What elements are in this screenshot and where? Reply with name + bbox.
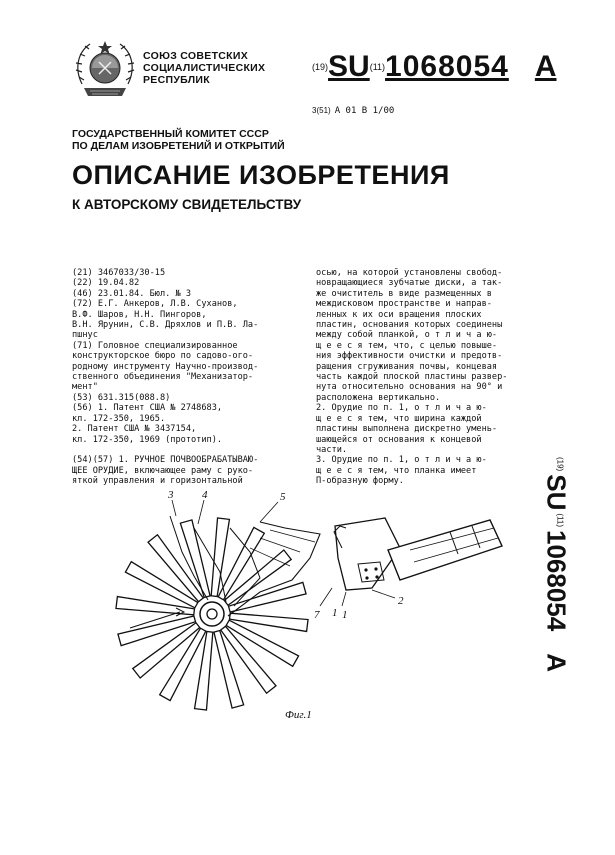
- figure-label: 3: [168, 489, 174, 501]
- text-line: 3. Орудие по п. 1, о т л и ч а ю-: [316, 455, 487, 466]
- text-line: 2. Патент США № 3437154,: [72, 424, 197, 435]
- committee-block: [72, 128, 285, 152]
- code-11: (11): [369, 62, 386, 72]
- vertical-code-19: (19): [555, 456, 565, 472]
- text-line: щ е е с я тем, что ширина каждой: [316, 413, 482, 424]
- text-line: В.Ф. Шаров, Н.Н. Пингоров,: [72, 309, 207, 320]
- text-line: части.: [316, 444, 348, 455]
- code-51: 3(51): [312, 106, 331, 115]
- ipc-code: A 01 B 1/00: [334, 106, 395, 116]
- text-line: кл. 172-350, 1969 (прототип).: [72, 434, 223, 445]
- text-line: пластины выполнена дискретно умень-: [316, 424, 498, 435]
- figure-label: 7: [314, 609, 320, 621]
- text-line: (71) Головное специализированное: [72, 340, 238, 351]
- text-line: кл. 172-350, 1965.: [72, 413, 166, 424]
- text-line: шающейся от основания к концевой: [316, 434, 482, 445]
- committee-line: ПО ДЕЛАМ ИЗОБРЕТЕНИЙ И ОТКРЫТИЙ: [72, 140, 285, 152]
- patent-number: 1068054: [385, 50, 509, 83]
- vertical-patent-number-text: 1068054: [541, 529, 572, 632]
- kind-code: A: [534, 50, 557, 83]
- handle-tube: [388, 520, 502, 580]
- text-line: же очиститель в виде размещенных в: [316, 288, 492, 299]
- vertical-code-11: (11): [555, 513, 565, 527]
- claims-column: [316, 268, 556, 487]
- document-subtitle: К АВТОРСКОМУ СВИДЕТЕЛЬСТВУ: [72, 197, 302, 212]
- text-line: междисковом пространстве и направ-: [316, 299, 492, 310]
- vertical-kind-code: A: [541, 653, 572, 673]
- rotor-axle: [207, 609, 217, 619]
- text-line: расположена вертикально.: [316, 392, 441, 403]
- vertical-patent-number: [536, 448, 576, 678]
- country-code: SU: [328, 50, 370, 83]
- text-line: щ е е с я тем, что планка имеет: [316, 465, 477, 476]
- figure-label: 5: [280, 491, 286, 503]
- text-line: П-образную форму.: [316, 476, 404, 487]
- leader-lines: [320, 588, 395, 606]
- text-line: ращения сгруживания почвы, концевая: [316, 361, 498, 372]
- patent-drawing: [110, 488, 510, 728]
- text-line: (56) 1. Патент США № 2748683,: [72, 403, 223, 414]
- text-line: (53) 631.315(088.8): [72, 392, 171, 403]
- text-line: нута относительно основания на 90° и: [316, 382, 503, 393]
- figure-label: 1: [332, 607, 338, 619]
- text-line: пшнус: [72, 330, 98, 341]
- text-line: пластин, основания которых соединены: [316, 320, 503, 331]
- text-line: конструкторское бюро по садово-ого-: [72, 351, 254, 362]
- code-19: (19): [312, 62, 329, 72]
- text-line: яткой управления и горизонтальной: [72, 476, 243, 487]
- text-line: осью, на которой установлены свобод-: [316, 268, 503, 278]
- text-line: часть каждой плоской пластины развер-: [316, 372, 508, 383]
- state-emblem-icon: [72, 38, 138, 102]
- text-line: мент": [72, 382, 98, 393]
- text-line: новращающиеся зубчатые диски, а так-: [316, 278, 503, 289]
- text-line: (22) 19.04.82: [72, 278, 140, 289]
- committee-line: ГОСУДАРСТВЕННЫЙ КОМИТЕТ СССР: [72, 128, 269, 140]
- text-line: ленных к их оси вращения плоских: [316, 309, 482, 320]
- figure-label: 1: [342, 609, 348, 621]
- patent-number-header: [312, 50, 557, 84]
- text-line: ния эффективности очистки и предотв-: [316, 351, 503, 362]
- text-line: В.Н. Ярунин, С.В. Дряхлов и П.В. Ла-: [72, 320, 259, 331]
- org-line: СОЮЗ СОВЕТСКИХ: [143, 50, 249, 62]
- bibliographic-column: [72, 268, 317, 487]
- figure-label: 2: [398, 595, 404, 607]
- text-line: 2. Орудие по п. 1, о т л и ч а ю-: [316, 403, 487, 414]
- text-line: (72) Е.Г. Анкеров, Л.В. Суханов,: [72, 299, 238, 310]
- document-title: ОПИСАНИЕ ИЗОБРЕТЕНИЯ: [72, 160, 450, 190]
- org-line: СОЦИАЛИСТИЧЕСКИХ: [143, 62, 266, 74]
- text-line: ЩЕЕ ОРУДИЕ, включающее раму с руко-: [72, 465, 254, 476]
- text-line: щ е е с я тем, что, с целью повыше-: [316, 340, 498, 351]
- text-line: между собой планкой, о т л и ч а ю-: [316, 330, 498, 341]
- text-line: ственного объединения "Механизатор-: [72, 372, 254, 383]
- text-line: родному инструменту Научно-производ-: [72, 361, 259, 372]
- figure-label: 4: [202, 489, 208, 501]
- text-line: [72, 445, 317, 455]
- vertical-country-code: SU: [541, 474, 572, 511]
- figure-caption: Фиг.1: [285, 709, 312, 721]
- text-line: (21) 3467033/30-15: [72, 268, 166, 278]
- text-line: (54)(57) 1. РУЧНОЕ ПОЧВООБРАБАТЫВАЮ-: [72, 455, 259, 466]
- org-line: РЕСПУБЛИК: [143, 74, 210, 86]
- text-line: (46) 23.01.84. Бюл. № 3: [72, 288, 191, 299]
- ipc-classification: [312, 106, 394, 116]
- organization-block: [143, 50, 265, 86]
